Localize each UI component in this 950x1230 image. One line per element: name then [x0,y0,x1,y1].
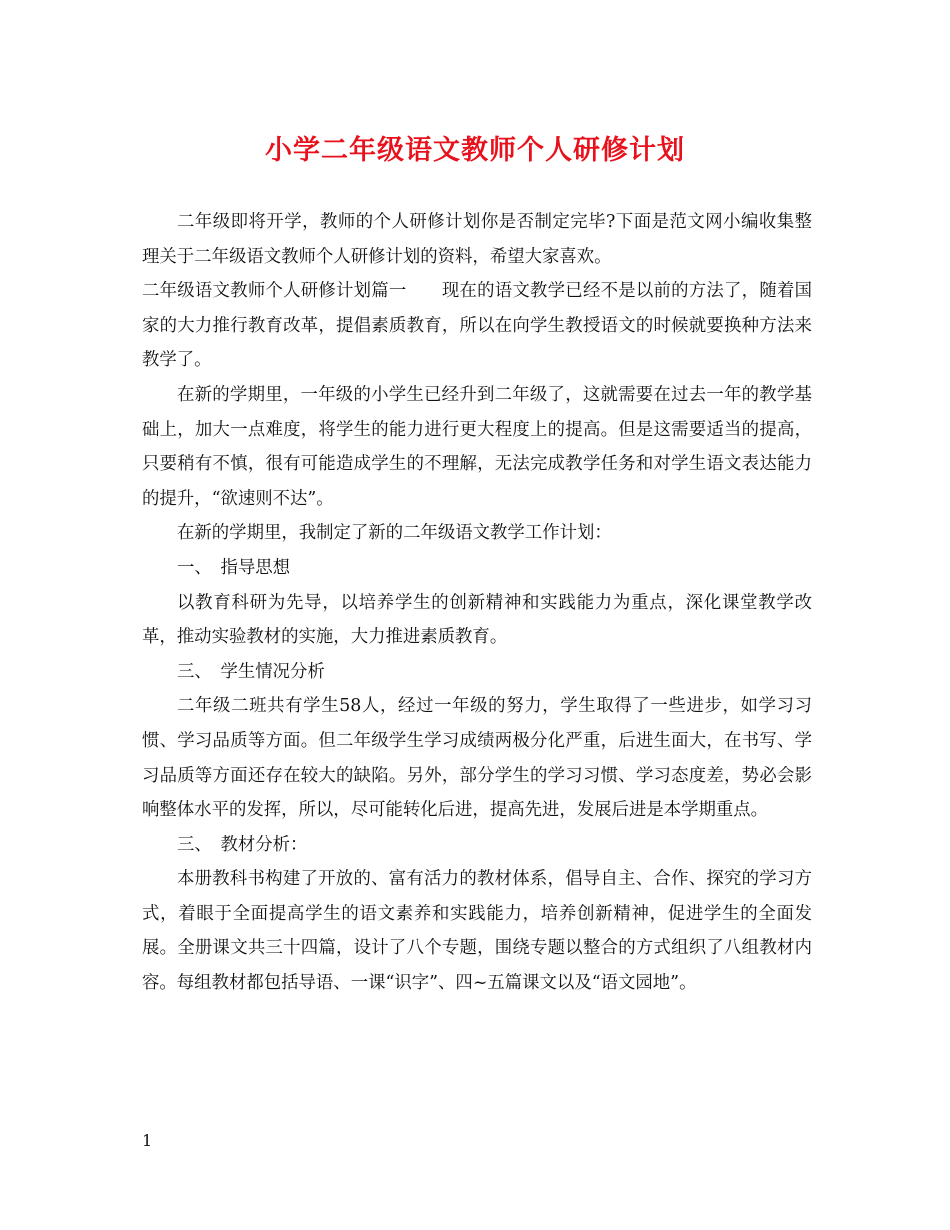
document-body [142,205,812,1001]
heading-guiding-thought: 一、 指导思想 [177,557,291,578]
heading-student-analysis: 三、 学生情况分析 [177,661,325,682]
semester-paragraph: 在新的学期里，一年级的小学生已经升到二年级了，这就需要在过去一年的教学基础上，加大一点难度，将学生的能力进行更大程度上的提高。但是这需要适当的提高，只要稍有不慎，很有可能造成学生的不理解，无法完成教学任务和对学生语文表达能力的提升，“欲速则不达”。 [142,384,812,509]
heading-textbook-analysis: 三、 教材分析： [177,834,308,855]
student-analysis-paragraph: 二年级二班共有学生58人，经过一年级的努力，学生取得了一些进步，如学习习惯、学习品质等方面。但二年级学生学习成绩两极分化严重，后进生面大，在书写、学习品质等方面还存在较大的缺陷。另外，部分学生的学习习惯、学习态度差，势必会影响整体水平的发挥，所以，尽可能转化后进，提高先进，发展后进是本学期重点。 [142,696,812,821]
section-one-paragraph: 二年级语文教师个人研修计划篇一 现在的语文教学已经不是以前的方法了，随着国家的大力推行教育改革，提倡素质教育，所以在向学生教授语文的时候就要换种方法来教学了。 [142,281,812,371]
page-number: 1 [142,1131,153,1150]
guiding-thought-paragraph: 以教育科研为先导，以培养学生的创新精神和实践能力为重点，深化课堂教学改革，推动实验教材的实施，大力推进素质教育。 [142,592,812,648]
plan-intro-paragraph: 在新的学期里，我制定了新的二年级语文教学工作计划： [177,523,612,544]
textbook-analysis-paragraph: 本册教科书构建了开放的、富有活力的教材体系，倡导自主、合作、探究的学习方式，着眼于全面提高学生的语文素养和实践能力，培养创新精神，促进学生的全面发展。全册课文共三十四篇，设计了八个专题，围绕专题以整合的方式组织了八组教材内容。每组教材都包括导语、一课“识字”、四~五篇课文以及“语文园地”。 [142,869,812,994]
intro-paragraph: 二年级即将开学，教师的个人研修计划你是否制定完毕?下面是范文网小编收集整理关于二年级语文教师个人研修计划的资料，希望大家喜欢。 [142,212,812,267]
document-title: 小学二年级语文教师个人研修计划 [265,135,685,166]
